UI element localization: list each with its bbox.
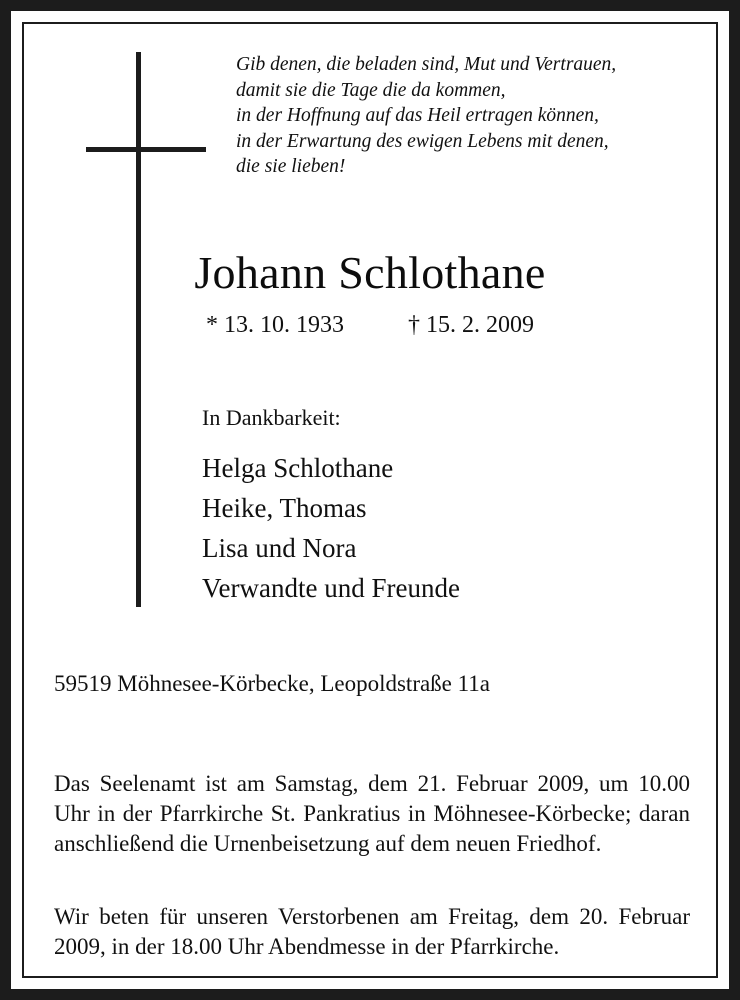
- deceased-name: Johann Schlothane: [194, 247, 546, 298]
- family-member-line: Lisa und Nora: [202, 533, 357, 563]
- verse-line-5: die sie lieben!: [236, 156, 346, 177]
- family-member-line: Helga Schlothane: [202, 453, 394, 483]
- dedication-lead: In Dankbarkeit:: [202, 405, 341, 430]
- notice-content: [24, 24, 716, 976]
- memorial-verse: [236, 52, 706, 180]
- verse-line-3: in der Hoffnung auf das Heil ertragen können,: [236, 105, 599, 126]
- inner-border-frame: [22, 22, 718, 978]
- verse-line-2: damit sie die Tage die da kommen,: [236, 79, 506, 101]
- service-details-text: Das Seelenamt ist am Samstag, dem 21. Februar 2009, um 10.00 Uhr in der Pfarrkirche St. Pankratius in Möhnesee-Körbecke; daran anschließend die Urnenbeisetzung auf dem neuen Friedhof.: [54, 771, 690, 856]
- verse-line-4: in der Erwartung des ewigen Lebens mit denen,: [236, 130, 609, 152]
- family-member-line: Heike, Thomas: [202, 493, 367, 523]
- prayer-details-text: Wir beten für unseren Verstorbenen am Freitag, dem 20. Februar 2009, in der 18.00 Uhr Abendmesse in der Pfarrkirche.: [54, 904, 690, 959]
- birth-date: * 13. 10. 1933: [206, 312, 344, 338]
- address-line: 59519 Möhnesee-Körbecke, Leopoldstraße 11a: [54, 671, 491, 696]
- dedication-block: [202, 404, 702, 608]
- death-date: † 15. 2. 2009: [408, 312, 534, 338]
- life-dates: [24, 312, 716, 339]
- cross-horizontal-bar: [86, 147, 206, 152]
- family-member-line: Verwandte und Freunde: [202, 573, 460, 603]
- verse-line-1: Gib denen, die beladen sind, Mut und Vertrauen,: [236, 54, 617, 75]
